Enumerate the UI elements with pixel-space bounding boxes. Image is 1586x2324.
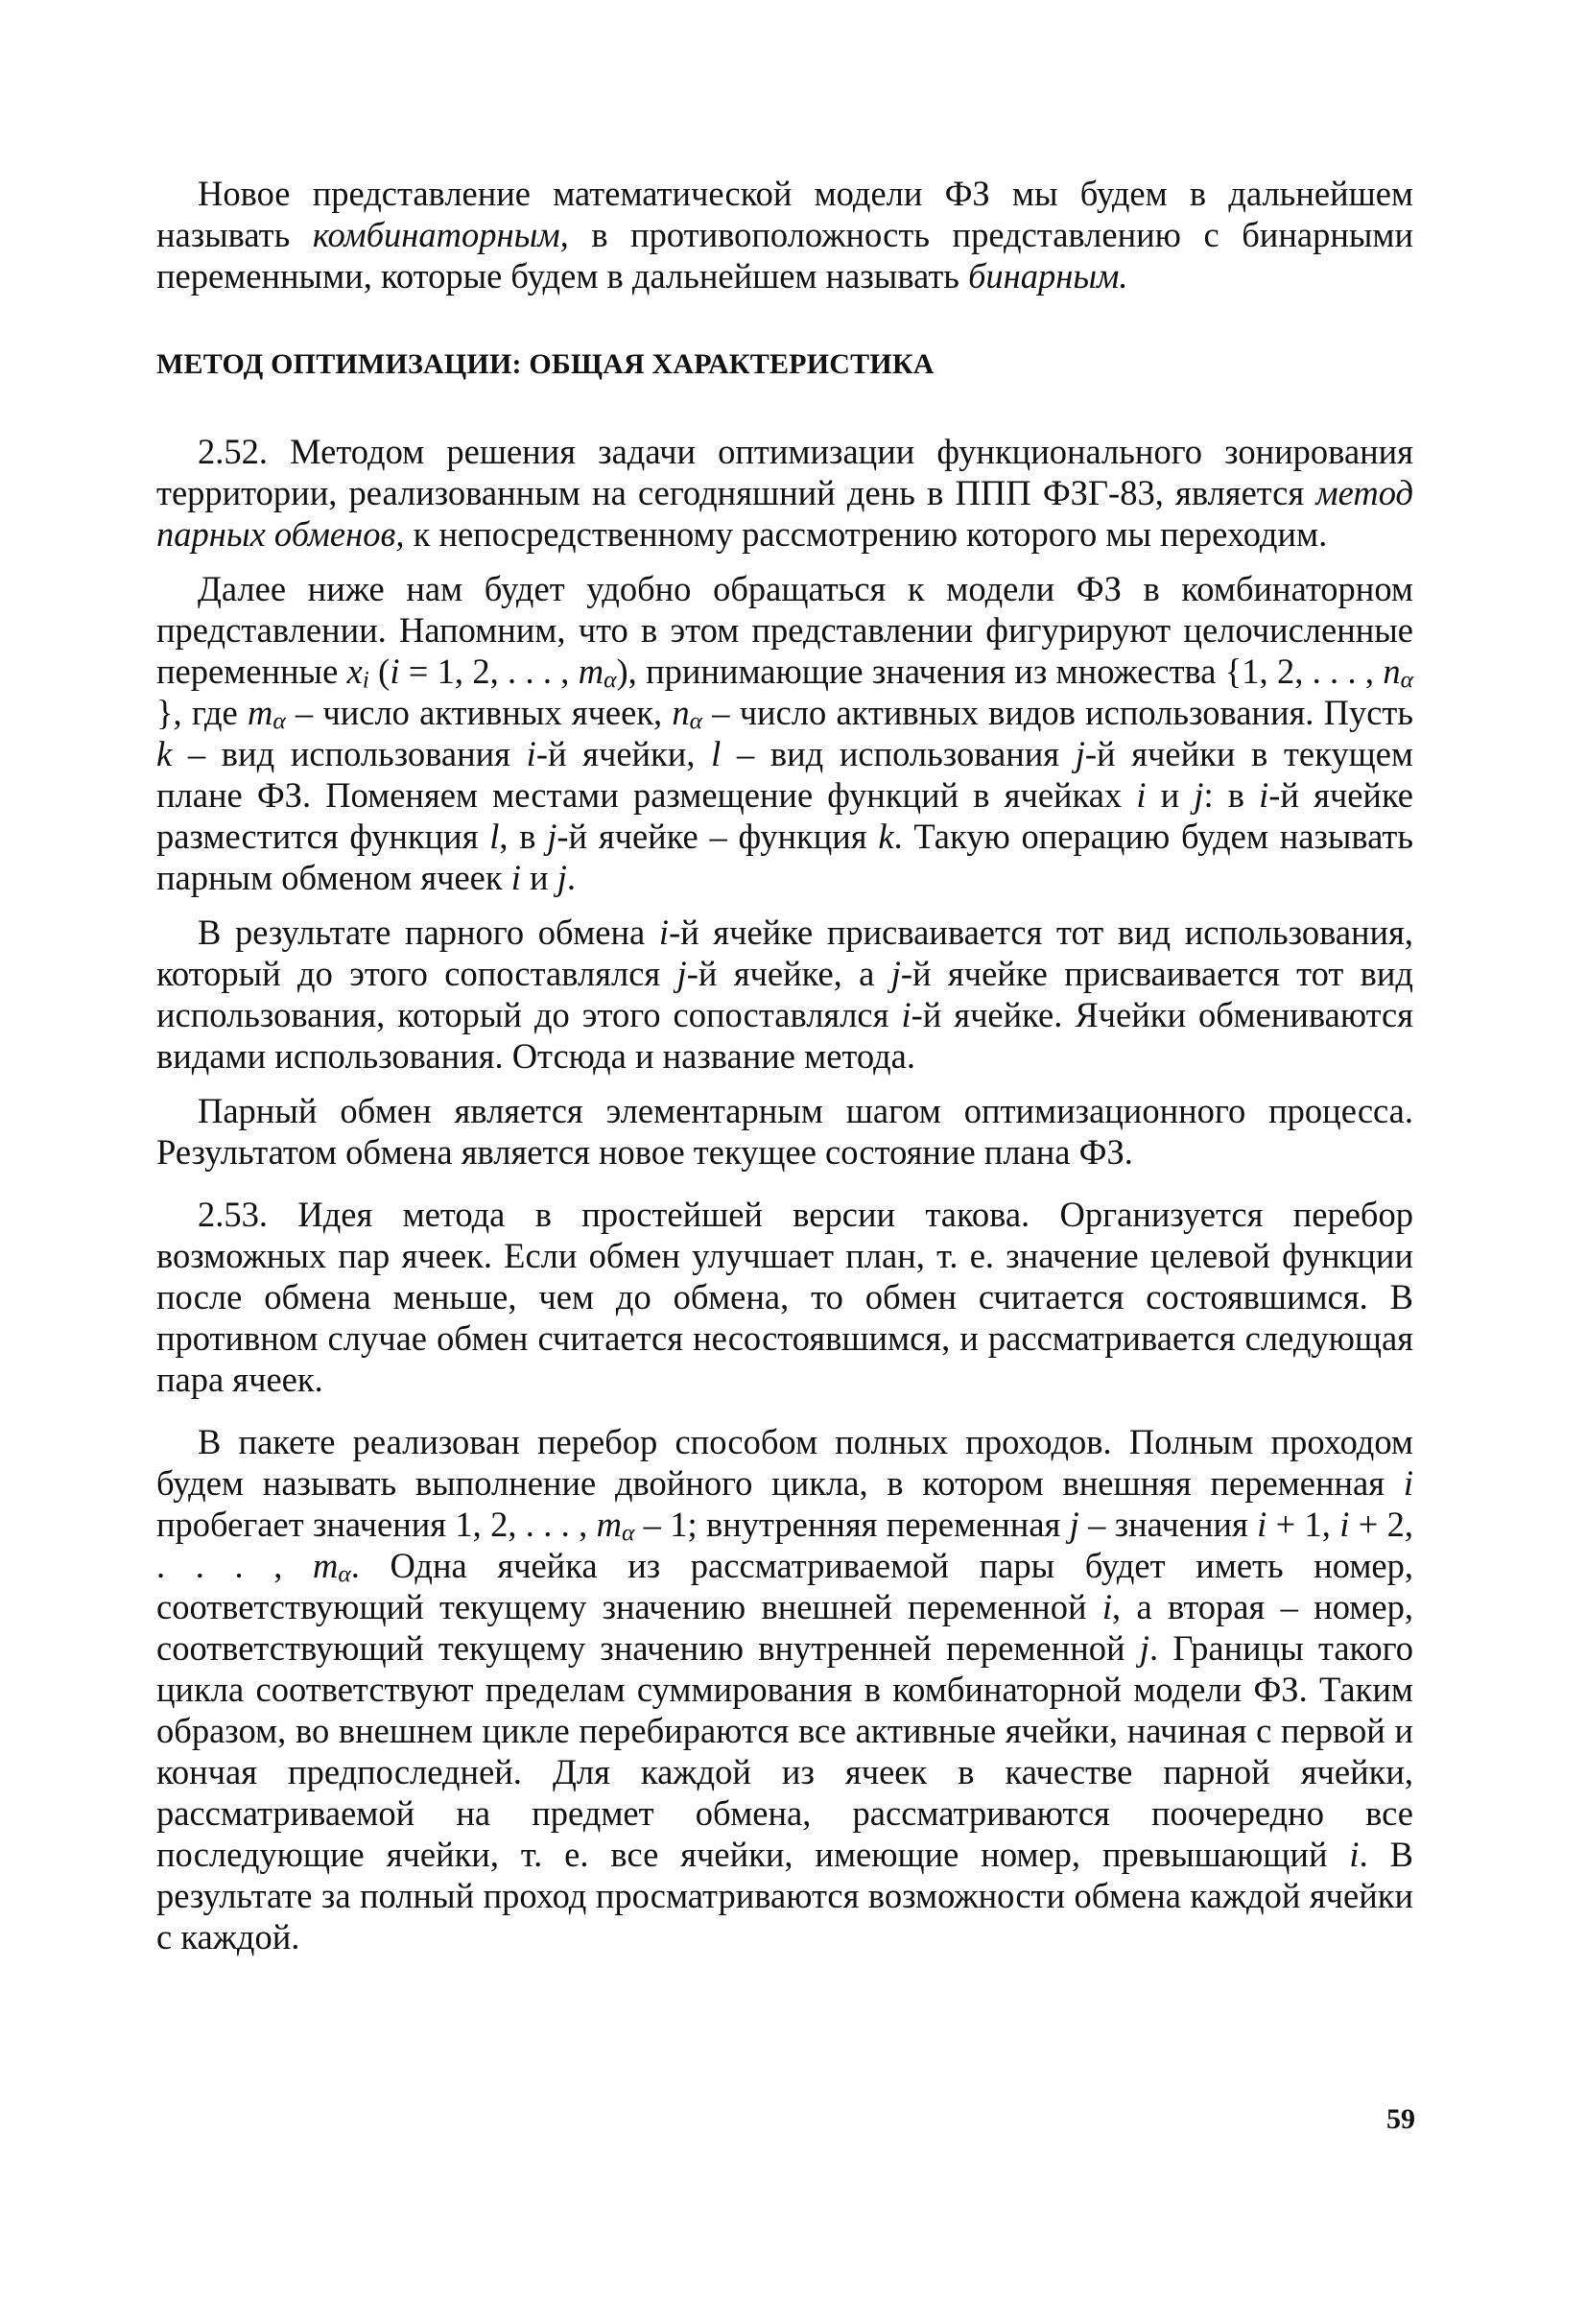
text-segment: + 1, bbox=[1266, 1505, 1340, 1544]
text-segment: j bbox=[556, 858, 567, 897]
text-segment: j bbox=[1075, 734, 1085, 773]
text-segment: . Такую операцию будем называть парным обменом ячеек bbox=[156, 817, 1413, 897]
section-heading: МЕТОД ОПТИМИЗАЦИИ: ОБЩАЯ ХАРАКТЕРИСТИКА bbox=[156, 348, 935, 380]
text-segment: -й ячейке присваивается тот вид использования, который до этого сопоставлялся bbox=[156, 954, 1413, 1034]
text-segment: m bbox=[596, 1505, 622, 1544]
text-segment: В пакете реализован перебор способом полных проходов. Полным проходом будем называть выполнение двойного цикла, в котором внешняя переменная bbox=[156, 1422, 1413, 1503]
text-segment: – 1; внутренняя переменная bbox=[634, 1505, 1070, 1544]
text-segment: i bbox=[1259, 775, 1269, 815]
text-segment: k bbox=[156, 734, 173, 773]
text-segment: – число активных ячеек, bbox=[285, 693, 673, 732]
text-segment: -й ячейке разместится функция bbox=[156, 775, 1413, 856]
text-segment: m bbox=[578, 652, 604, 691]
text-segment: . В результате за полный проход просматриваются возможности обмена каждой ячейки с каждой. bbox=[156, 1835, 1413, 1956]
text-segment: α bbox=[272, 706, 286, 735]
text-segment: m bbox=[247, 693, 273, 732]
text-segment: i bbox=[658, 913, 669, 952]
text-segment: = 1, 2, . . . , bbox=[399, 652, 579, 691]
text-segment: j bbox=[1139, 1628, 1149, 1668]
paragraph-p2 bbox=[156, 431, 1413, 555]
text-segment: i bbox=[526, 734, 536, 773]
main-block bbox=[156, 431, 1413, 1957]
text-segment: α bbox=[621, 1518, 635, 1547]
text-segment: l bbox=[711, 734, 722, 773]
text-column bbox=[156, 173, 1413, 1957]
text-segment: n bbox=[1383, 652, 1401, 691]
text-segment: α bbox=[604, 665, 617, 694]
text-segment: . Границы такого цикла соответствуют пределам суммирования в комбинаторной модели ФЗ. Таким образом, во внешнем цикле перебираются все активные ячейки, начиная с первой и кончая предпоследней. Для каждой из ячеек в качестве парной ячейки, рассматриваемой на предмет обмена, рассматриваются поочередно все последующие ячейки, т. е. все ячейки, имеющие номер, превышающий bbox=[156, 1628, 1413, 1874]
text-segment: метод парных обменов, bbox=[156, 473, 1413, 554]
text-segment: бинарным. bbox=[968, 256, 1128, 296]
text-segment: j bbox=[1069, 1505, 1079, 1544]
text-segment: – значения bbox=[1078, 1505, 1258, 1544]
text-segment: к непосредственному рассмотрению которого мы переходим. bbox=[404, 514, 1328, 554]
text-segment: }, где bbox=[156, 693, 248, 732]
text-segment: j bbox=[1194, 775, 1204, 815]
text-segment: n bbox=[672, 693, 690, 732]
text-segment: , а вторая – номер, соответствующий текущему значению внутренней переменной bbox=[156, 1587, 1413, 1668]
text-segment: : в bbox=[1203, 775, 1260, 815]
text-segment: . bbox=[566, 858, 576, 897]
text-segment: Новое представление математической модели ФЗ мы будем в дальнейшем называть bbox=[156, 174, 1413, 254]
text-segment: Методом решения задачи оптимизации функционального зонирования территории, реализованным на сегодняшний день в ППП ФЗГ-83, является bbox=[156, 432, 1413, 512]
text-segment: k bbox=[878, 817, 894, 856]
text-segment: i bbox=[1339, 1505, 1350, 1544]
text-segment: α bbox=[689, 706, 703, 735]
text-segment: i bbox=[1349, 1835, 1360, 1874]
text-segment: α bbox=[338, 1559, 351, 1588]
text-segment: комбинаторным, bbox=[312, 215, 569, 254]
text-segment: j bbox=[890, 954, 901, 993]
text-segment: 2.52. bbox=[198, 432, 268, 471]
paragraph-p5 bbox=[156, 1090, 1413, 1173]
paragraph-p4 bbox=[156, 912, 1413, 1077]
text-segment: i bbox=[1257, 1505, 1267, 1544]
text-segment: α bbox=[1400, 665, 1413, 694]
text-segment: и bbox=[1146, 775, 1195, 815]
text-segment: в противоположность представлению с бинарными переменными, которые будем в дальнейшем называть bbox=[156, 215, 1414, 296]
text-segment: l bbox=[489, 817, 500, 856]
text-segment: – вид использования bbox=[721, 734, 1076, 773]
text-segment: i bbox=[1403, 1463, 1413, 1503]
text-segment: ( bbox=[368, 652, 391, 691]
text-segment: x bbox=[346, 652, 363, 691]
text-segment: и bbox=[520, 858, 557, 897]
paragraph-p6 bbox=[156, 1194, 1413, 1400]
text-segment: i bbox=[362, 665, 369, 694]
paragraph-p1 bbox=[156, 173, 1413, 296]
paragraph-p3 bbox=[156, 568, 1413, 898]
intro-block bbox=[156, 173, 1413, 296]
text-segment: -й ячейке, а bbox=[686, 954, 891, 993]
text-segment: i bbox=[390, 652, 400, 691]
text-segment: i bbox=[1101, 1587, 1112, 1626]
paragraph-p7 bbox=[156, 1421, 1413, 1957]
text-segment: Далее ниже нам будет удобно обращаться к модели ФЗ в комбинаторном представлении. Напомним, что в этом представлении фигурируют целочисленные переменные bbox=[156, 569, 1413, 691]
text-segment: -й ячейке присваивается тот вид использования, который до этого сопоставлялся bbox=[156, 913, 1414, 993]
text-segment: ), принимающие значения из множества {1, 2, . . . , bbox=[616, 652, 1384, 691]
text-segment: – вид использования bbox=[172, 734, 527, 773]
text-segment: 2.53. bbox=[198, 1195, 268, 1234]
text-segment: + 2, . . . , bbox=[156, 1505, 1414, 1585]
text-segment: i bbox=[1136, 775, 1147, 815]
text-segment: , в bbox=[499, 817, 548, 856]
text-segment: i bbox=[901, 995, 911, 1034]
text-segment: -й ячейке. Ячейки обмениваются видами использования. Отсюда и название метода. bbox=[156, 995, 1413, 1076]
text-segment: пробегает значения 1, 2, . . . , bbox=[156, 1505, 597, 1544]
text-segment: . Одна ячейка из рассматриваемой пары будет иметь номер, соответствующий текущему значению внешней переменной bbox=[156, 1546, 1413, 1626]
text-segment: Идея метода в простейшей версии такова. Организуется перебор возможных пар ячеек. Если обмен улучшает план, т. е. значение целевой функции после обмена меньше, чем до обмена, то обмен считается состоявшимся. В противном случае обмен считается несостоявшимся, и рассматривается следующая пара ячеек. bbox=[156, 1195, 1413, 1399]
text-segment: Парный обмен является элементарным шагом оптимизационного процесса. Результатом обмена является новое текущее состояние плана ФЗ. bbox=[156, 1091, 1413, 1172]
page-number: 59 bbox=[1386, 2103, 1415, 2135]
text-segment: m bbox=[313, 1546, 339, 1585]
text-segment: -й ячейки, bbox=[535, 734, 712, 773]
text-segment: -й ячейке – функция bbox=[556, 817, 879, 856]
text-segment: i bbox=[510, 858, 521, 897]
text-segment: -й ячейки в текущем плане ФЗ. Поменяем местами размещение функций в ячейках bbox=[156, 734, 1414, 815]
text-segment: j bbox=[676, 954, 687, 993]
text-segment: j bbox=[547, 817, 557, 856]
text-segment: В результате парного обмена bbox=[198, 913, 659, 952]
text-segment: – число активных видов использования. Пусть bbox=[702, 693, 1414, 732]
